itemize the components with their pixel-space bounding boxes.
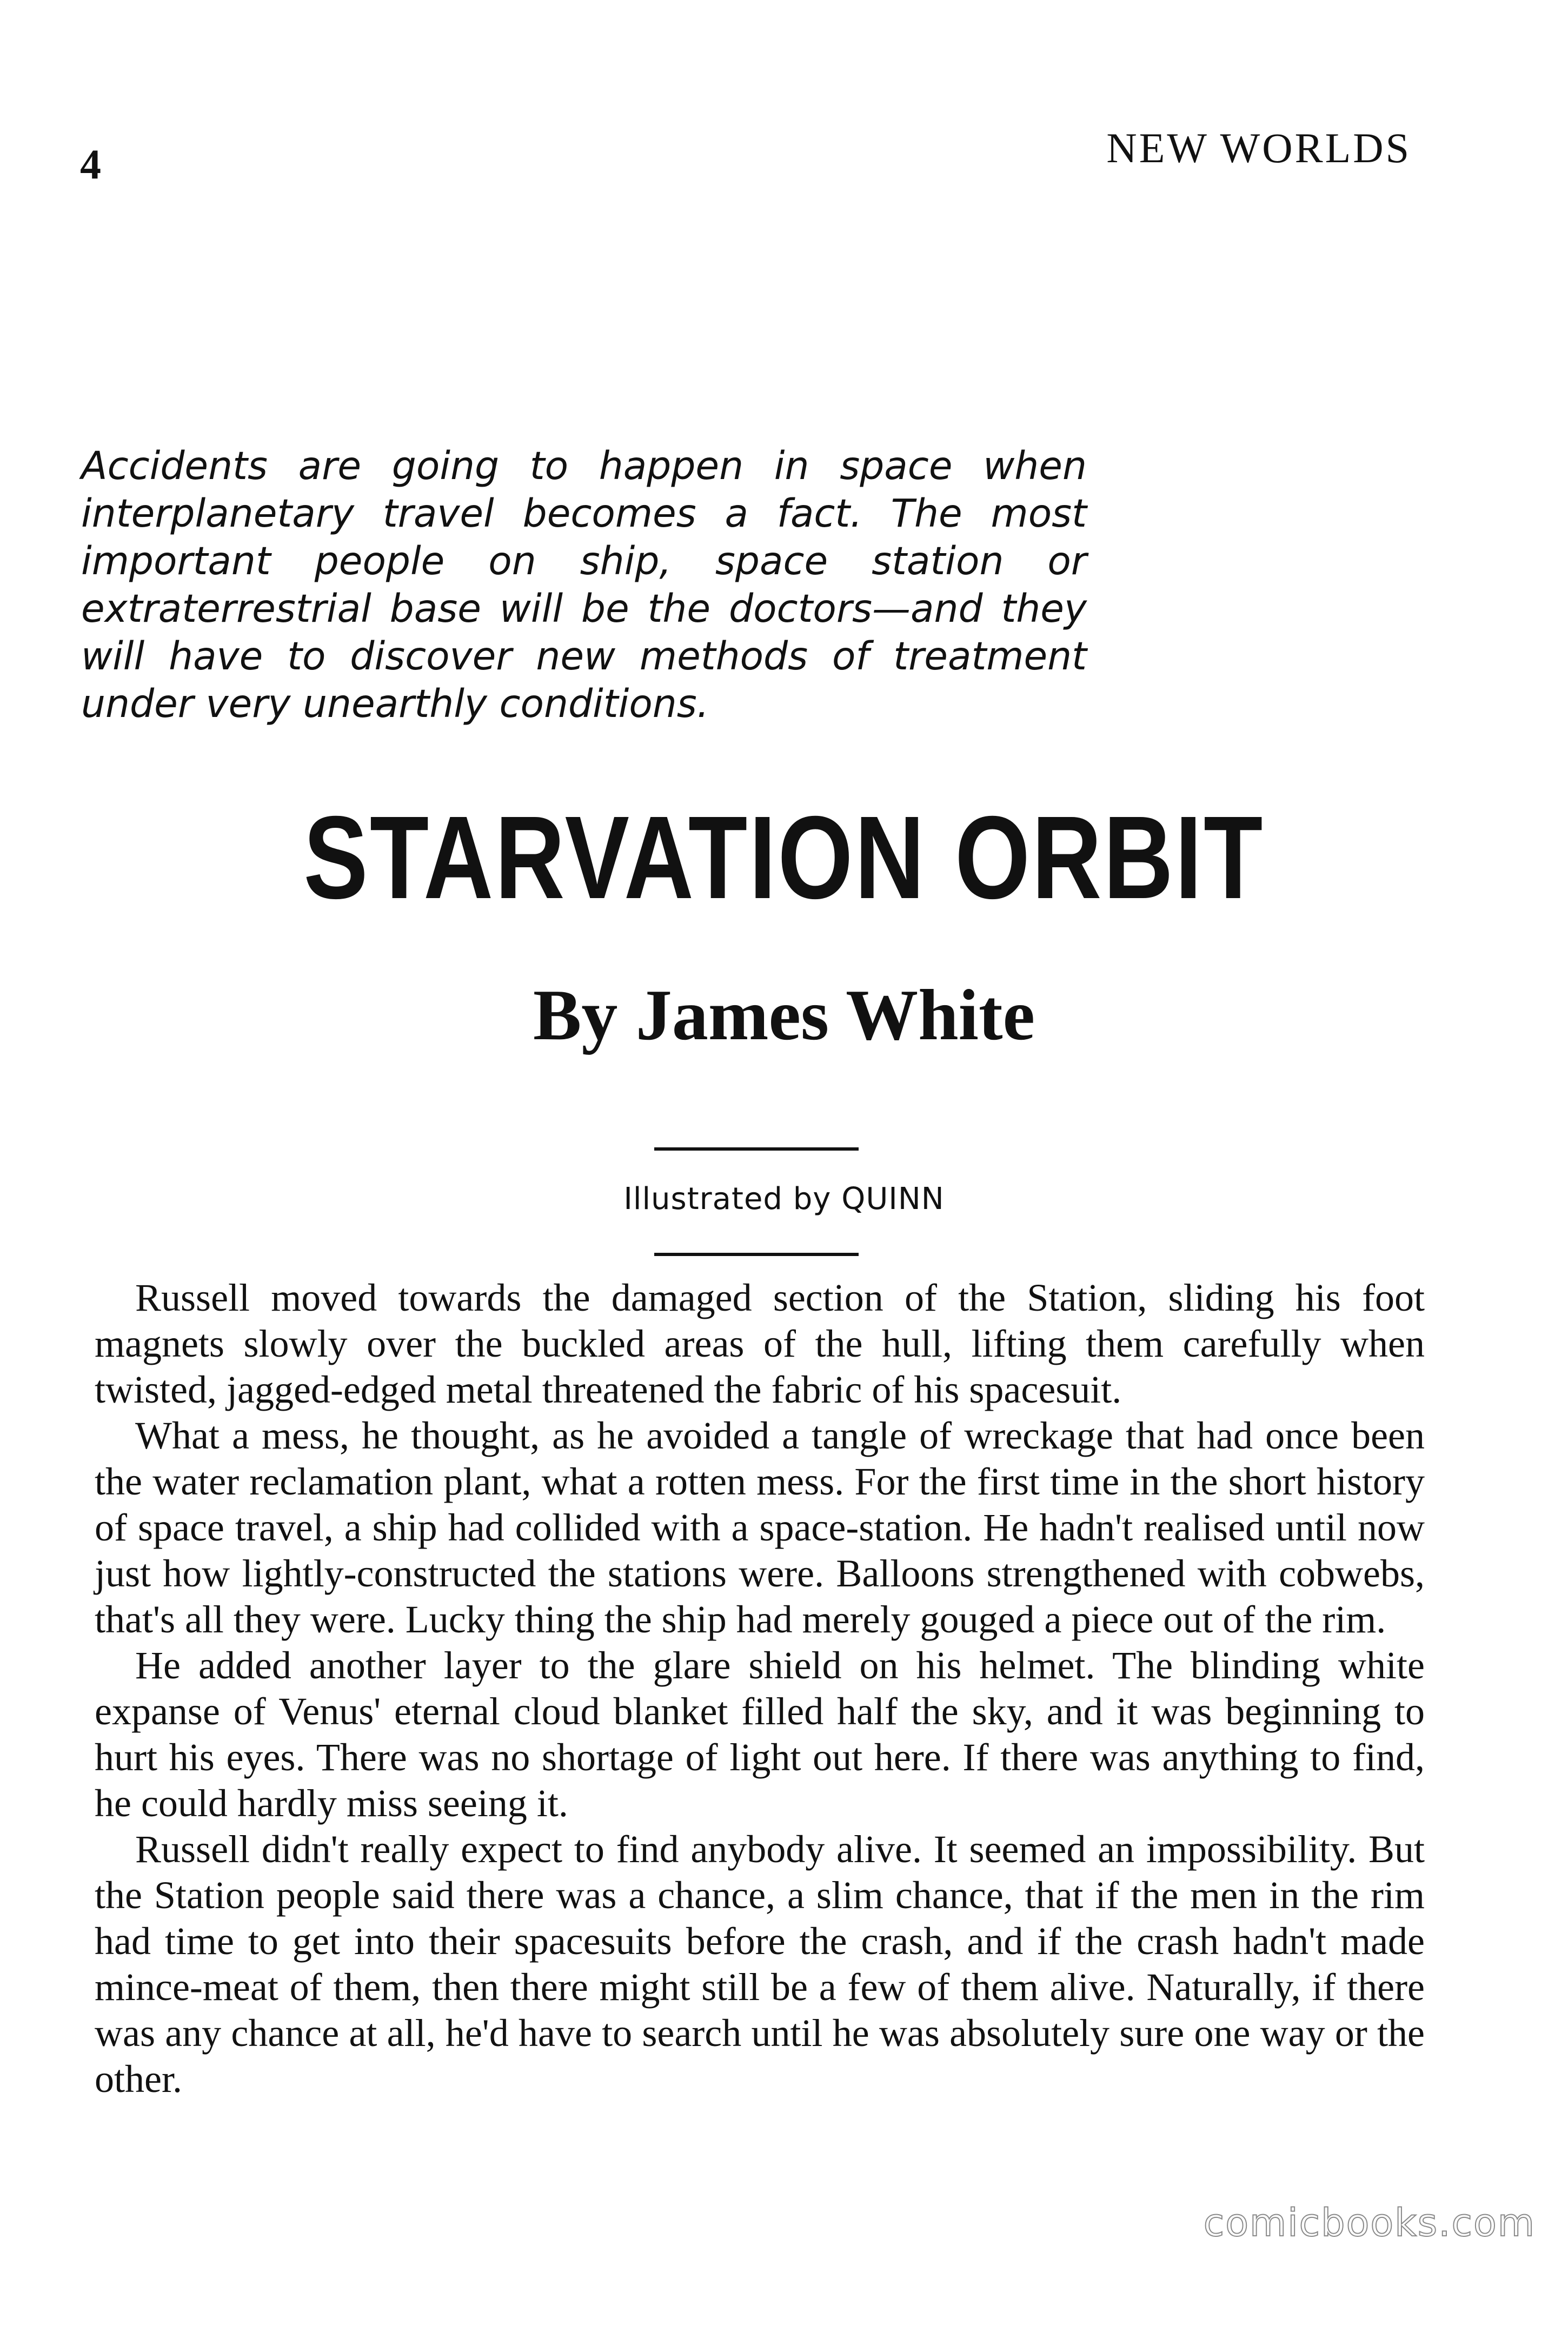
intro-blurb: Accidents are going to happen in space when interplanetary travel becomes a fact. The most important people on ship, space station or extraterrestrial base will be the doctors—and they will have to discover new methods of treatment under very unearthly conditions. — [81, 443, 1087, 726]
site-watermark: comicbooks.com — [1203, 2201, 1536, 2245]
story-title: STARVATION ORBIT — [303, 792, 1265, 924]
illustrator-credit: Illustrated by QUINN — [623, 1181, 945, 1217]
title-divider-bottom — [654, 1253, 859, 1256]
magazine-title: NEW WORLDS — [1106, 124, 1411, 171]
body-paragraph: What a mess, he thought, as he avoided a tangle of wreckage that had once been the water reclamation plant, what a rotten mess. For the first time in the short history of space travel, a ship had collided with a space-station. He hadn't realised until now just how lightly-constructed the stations were. Balloons strengthened with cobwebs, that's all they were. Lucky thing the ship had merely gouged a piece out of the rim. — [95, 1414, 1425, 1641]
story-body — [95, 1275, 1425, 2102]
body-paragraph: Russell didn't really expect to find anybody alive. It seemed an impossibility. But the Station people said there was a chance, a slim chance, that if the men in the rim had time to get into their spacesuits before the crash, and if the crash hadn't made mince-meat of them, then there might still be a few of them alive. Naturally, if there was any chance at all, he'd have to search until he was absolutely sure one way or the other. — [95, 1828, 1425, 2101]
body-paragraph: Russell moved towards the damaged section of the Station, sliding his foot magnets slowly over the buckled areas of the hull, lifting them carefully when twisted, jagged-edged metal threatened the fabric of his spacesuit. — [95, 1276, 1425, 1411]
title-divider-top — [654, 1147, 859, 1151]
story-byline: By James White — [533, 975, 1035, 1055]
body-paragraph: He added another layer to the glare shield on his helmet. The blinding white expanse of Venus' eternal cloud blanket filled half the sky, and it was beginning to hurt his eyes. There was no shortage of light out here. If there was anything to find, he could hardly miss seeing it. — [95, 1644, 1425, 1825]
page-number: 4 — [80, 141, 101, 188]
